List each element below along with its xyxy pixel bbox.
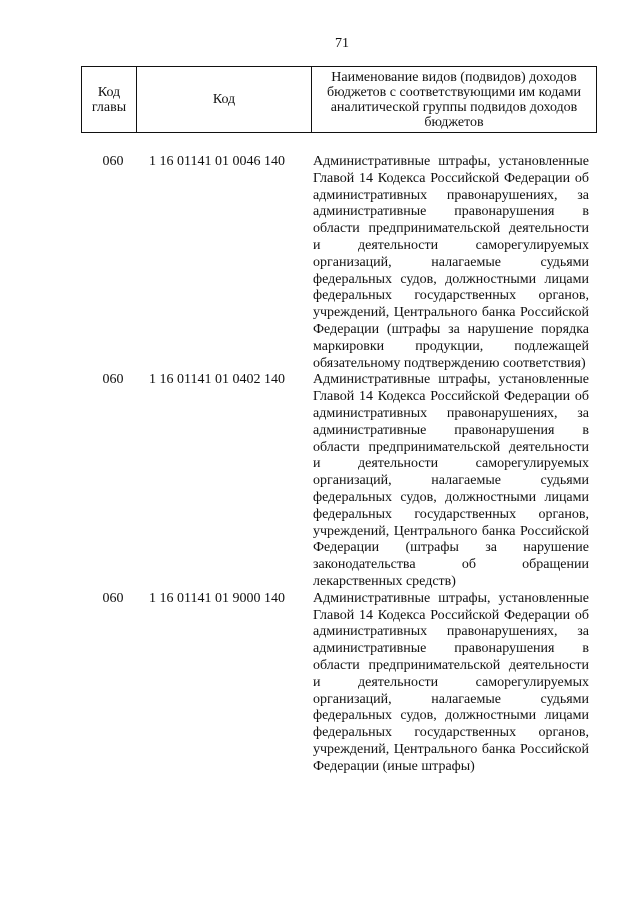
header-chapter-code: Код главы (82, 67, 137, 133)
row-name: Административные штрафы, установленные Главой 14 Кодекса Российской Федерации об административных правонарушениях, за административные правонарушения в области предпринимательской деятельности и деятельности саморегулируемых организаций, налагаемые судьями федеральных судов, должностными лицами федеральных государственных органов, учреждений, Центрального банка Российской Федерации (штрафы за нарушение законодательства об обращении лекарственных средств) (313, 372, 589, 589)
table-header (81, 66, 597, 133)
row-code: 1 16 01141 01 0402 140 (149, 372, 285, 388)
page-number: 71 (335, 36, 349, 51)
row-name: Административные штрафы, установленные Главой 14 Кодекса Российской Федерации об административных правонарушениях, за административные правонарушения в области предпринимательской деятельности и деятельности саморегулируемых организаций, налагаемые судьями федеральных судов, должностными лицами федеральных государственных органов, учреждений, Центрального банка Российской Федерации (штрафы за нарушение порядка маркировки продукции, подлежащей обязательному подтверждению соответствия) (313, 154, 589, 371)
row-code: 1 16 01141 01 0046 140 (149, 154, 285, 169)
table-body (81, 154, 589, 775)
row-name: Административные штрафы, установленные Главой 14 Кодекса Российской Федерации об административных правонарушениях, за административные правонарушения в области предпринимательской деятельности и деятельности саморегулируемых организаций, налагаемые судьями федеральных судов, должностными лицами федеральных государственных органов, учреждений, Центрального банка Российской Федерации (иные штрафы) (313, 590, 589, 774)
header-code: Код (137, 67, 312, 133)
row-code: 1 16 01141 01 9000 140 (149, 590, 285, 606)
row-chapter-code: 060 (102, 154, 124, 169)
header-row (82, 67, 597, 133)
table-row (81, 591, 589, 776)
table-row (81, 154, 589, 372)
row-chapter-code: 060 (102, 372, 124, 388)
table-row (81, 372, 589, 590)
header-name: Наименование видов (подвидов) доходов бюджетов с соответствующими им кодами аналитической группы подвидов доходов бюджетов (312, 67, 597, 133)
row-chapter-code: 060 (102, 590, 124, 606)
